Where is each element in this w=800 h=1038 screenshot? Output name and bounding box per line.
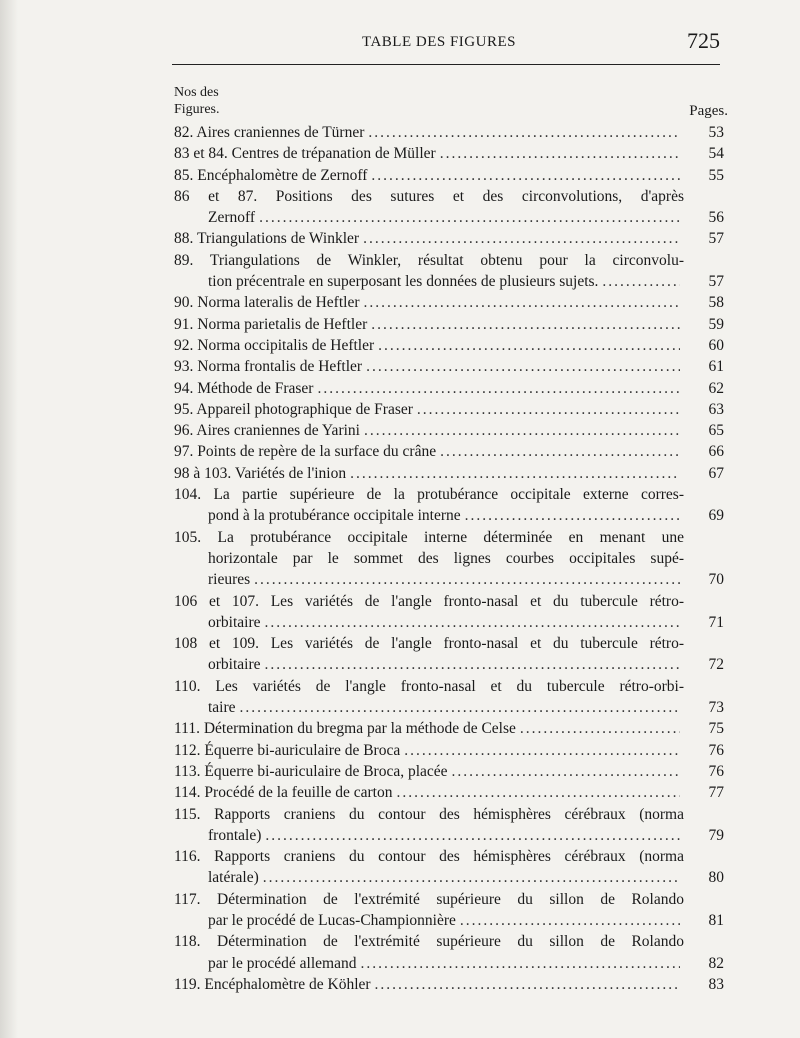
- page-ref: 56: [708, 209, 724, 227]
- entry-text: 118. Détermination de l'extrémité supérieure du sillon de Rolando: [174, 933, 684, 951]
- entry-text: 115. Rapports craniens du contour des hémisphères cérébraux (norma: [174, 805, 684, 823]
- entry-text: par le procédé de Lucas-Championnière: [208, 911, 456, 929]
- dot-leader: [368, 122, 680, 143]
- entry-text: taire: [208, 699, 236, 717]
- entry-line: [174, 591, 724, 612]
- page-ref: 77: [708, 784, 724, 802]
- figure-entry: [174, 356, 724, 377]
- entry-line: [174, 143, 724, 164]
- dot-leader: [371, 314, 680, 335]
- entry-text: 85. Encéphalomètre de Zernoff: [174, 166, 368, 184]
- page-ref: 61: [708, 358, 724, 376]
- page-ref: 83: [708, 975, 724, 993]
- figure-entry: [174, 718, 724, 739]
- dot-leader: [371, 165, 680, 186]
- dot-leader: [440, 143, 680, 164]
- entry-text: pond à la protubérance occipitale interne: [208, 507, 461, 525]
- figure-entry: [174, 974, 724, 995]
- running-title: TABLE DES FIGURES: [362, 34, 516, 50]
- dot-leader: [465, 505, 680, 526]
- entry-line: [174, 399, 724, 420]
- page-ref: 59: [708, 315, 724, 333]
- entry-line: [174, 505, 724, 526]
- entry-line: [174, 825, 724, 846]
- figure-entry: [174, 676, 724, 719]
- page-ref: 66: [708, 443, 724, 461]
- dot-leader: [452, 761, 680, 782]
- page-ref: 62: [708, 379, 724, 397]
- entry-text: 88. Triangulations de Winkler: [174, 230, 360, 248]
- page-ref: 81: [708, 911, 724, 929]
- dot-leader: [317, 378, 680, 399]
- entry-line: [174, 910, 724, 931]
- entry-line: [174, 228, 724, 249]
- entry-text: 114. Procédé de la feuille de carton: [174, 784, 393, 802]
- dot-leader: [363, 228, 680, 249]
- page-ref: 82: [708, 954, 724, 972]
- page-ref: 76: [708, 762, 724, 780]
- entry-text: rieures: [208, 571, 251, 589]
- entry-text: 94. Méthode de Fraser: [174, 379, 314, 397]
- entry-line: [174, 633, 724, 654]
- dot-leader: [396, 782, 680, 803]
- figure-entry: [174, 378, 724, 399]
- dot-leader: [602, 271, 680, 292]
- entry-line: [174, 676, 724, 697]
- dot-leader: [460, 910, 680, 931]
- column-header-line2: Figures.: [174, 102, 220, 117]
- entry-line: [174, 292, 724, 313]
- dot-leader: [366, 356, 680, 377]
- dot-leader: [350, 463, 680, 484]
- page-ref: 79: [708, 826, 724, 844]
- header-rule: [172, 64, 720, 65]
- running-header: [172, 28, 720, 58]
- page-ref: 73: [708, 699, 724, 717]
- entry-line: [174, 356, 724, 377]
- dot-leader: [265, 825, 680, 846]
- figure-entry: [174, 463, 724, 484]
- page-ref: 76: [708, 741, 724, 759]
- entry-line: [174, 569, 724, 590]
- entry-line: [174, 697, 724, 718]
- entry-line: [174, 718, 724, 739]
- entry-line: [174, 186, 724, 207]
- entry-line: [174, 378, 724, 399]
- entry-text: tion précentrale en superposant les données de plusieurs sujets.: [208, 273, 599, 291]
- entry-line: [174, 207, 724, 228]
- entry-text: 96. Aires craniennes de Yarini: [174, 422, 360, 440]
- entry-line: [174, 420, 724, 441]
- entry-line: [174, 441, 724, 462]
- entry-text: 97. Points de repère de la surface du crâne: [174, 443, 437, 461]
- entry-text: 104. La partie supérieure de la protubérance occipitale externe corres-: [174, 486, 684, 504]
- entry-line: [174, 335, 724, 356]
- entry-text: 93. Norma frontalis de Heftler: [174, 358, 363, 376]
- page-ref: 80: [708, 869, 724, 887]
- figure-entry: [174, 889, 724, 932]
- entry-line: [174, 867, 724, 888]
- entry-line: [174, 782, 724, 803]
- page-ref: 58: [708, 294, 724, 312]
- page-ref: 54: [708, 145, 724, 163]
- entry-text: orbitaire: [208, 613, 261, 631]
- figure-entry: [174, 846, 724, 889]
- figure-entry: [174, 931, 724, 974]
- page-ref: 65: [708, 422, 724, 440]
- entry-text: 106 et 107. Les variétés de l'angle fronto-nasal et du tubercule rétro-: [174, 592, 684, 610]
- dot-leader: [265, 612, 680, 633]
- figure-entry: [174, 441, 724, 462]
- dot-leader: [404, 740, 680, 761]
- entry-text: 82. Aires craniennes de Türner: [174, 124, 365, 141]
- page-ref: 71: [708, 613, 724, 631]
- entry-text: 91. Norma parietalis de Heftler: [174, 315, 368, 333]
- entry-text: latérale): [208, 869, 259, 887]
- dot-leader: [360, 953, 680, 974]
- entry-text: 108 et 109. Les variétés de l'angle fronto-nasal et du tubercule rétro-: [174, 635, 684, 653]
- entry-text: 95. Appareil photographique de Fraser: [174, 400, 413, 418]
- dot-leader: [240, 697, 680, 718]
- entry-text: 92. Norma occipitalis de Heftler: [174, 336, 375, 354]
- figure-number-column-header: [174, 84, 220, 118]
- entry-line: [174, 250, 724, 271]
- entry-line: [174, 484, 724, 505]
- entry-line: [174, 974, 724, 995]
- figure-entry: [174, 804, 724, 847]
- entry-text: par le procédé allemand: [208, 954, 357, 972]
- entry-line: [174, 314, 724, 335]
- figure-entry: [174, 314, 724, 335]
- figure-entry: [174, 399, 724, 420]
- entry-line: [174, 527, 724, 548]
- entry-text: 112. Équerre bi-auriculaire de Broca: [174, 741, 401, 759]
- entry-line: [174, 804, 724, 825]
- figure-list: [174, 122, 724, 995]
- entry-text: 89. Triangulations de Winkler, résultat obtenu pour la circonvolu-: [174, 251, 684, 269]
- entry-line: [174, 548, 724, 569]
- page-ref: 70: [708, 571, 724, 589]
- figure-entry: [174, 292, 724, 313]
- page-ref: 67: [708, 464, 724, 482]
- entry-line: [174, 761, 724, 782]
- page-ref: 69: [708, 507, 724, 525]
- figure-entry: [174, 591, 724, 634]
- page-ref: 53: [708, 124, 724, 141]
- entry-text: 113. Équerre bi-auriculaire de Broca, placée: [174, 762, 448, 780]
- page-ref: 72: [708, 656, 724, 674]
- entry-line: [174, 846, 724, 867]
- figure-entry: [174, 420, 724, 441]
- page-ref: 57: [708, 230, 724, 248]
- column-header-line1: Nos des: [174, 85, 219, 100]
- dot-leader: [375, 974, 680, 995]
- dot-leader: [417, 399, 680, 420]
- entry-line: [174, 931, 724, 952]
- figure-entry: [174, 165, 724, 186]
- entry-text: frontale): [208, 826, 262, 844]
- dot-leader: [259, 207, 680, 228]
- entry-text: 119. Encéphalomètre de Köhler: [174, 975, 371, 993]
- page-ref: 57: [708, 273, 724, 291]
- figure-entry: [174, 335, 724, 356]
- figure-entry: [174, 761, 724, 782]
- dot-leader: [378, 335, 680, 356]
- entry-text: 105. La protubérance occipitale interne déterminée en menant une: [174, 528, 684, 546]
- entry-text: 110. Les variétés de l'angle fronto-nasal et du tubercule rétro-orbi-: [174, 677, 684, 695]
- entry-text: 117. Détermination de l'extrémité supérieure du sillon de Rolando: [174, 890, 684, 908]
- entry-line: [174, 612, 724, 633]
- page-ref: 75: [708, 720, 724, 738]
- entry-text: 116. Rapports craniens du contour des hémisphères cérébraux (norma: [174, 848, 684, 866]
- entry-line: [174, 740, 724, 761]
- figure-entry: [174, 228, 724, 249]
- entry-line: [174, 165, 724, 186]
- figure-entry: [174, 484, 724, 527]
- entry-text: orbitaire: [208, 656, 261, 674]
- page-ref: 55: [708, 166, 724, 184]
- figure-entry: [174, 782, 724, 803]
- entry-line: [174, 122, 724, 143]
- dot-leader: [265, 654, 680, 675]
- figure-entry: [174, 186, 724, 229]
- figure-entry: [174, 740, 724, 761]
- page-ref: 60: [708, 336, 724, 354]
- pages-column-header: Pages.: [689, 103, 728, 119]
- entry-text: Zernoff: [208, 209, 256, 227]
- dot-leader: [364, 420, 680, 441]
- entry-text: horizontale par le sommet des lignes courbes occipitales supé-: [208, 549, 684, 567]
- entry-line: [174, 463, 724, 484]
- entry-line: [174, 271, 724, 292]
- entry-text: 111. Détermination du bregma par la méthode de Celse: [174, 720, 516, 738]
- dot-leader: [364, 292, 681, 313]
- dot-leader: [520, 718, 680, 739]
- figure-entry: [174, 527, 724, 591]
- dot-leader: [263, 867, 680, 888]
- page-edge-shadow: [0, 0, 18, 1038]
- figure-entry: [174, 122, 724, 143]
- dot-leader: [440, 441, 680, 462]
- dot-leader: [254, 569, 680, 590]
- figure-entry: [174, 633, 724, 676]
- entry-text: 83 et 84. Centres de trépanation de Müller: [174, 145, 436, 163]
- entry-line: [174, 889, 724, 910]
- entry-text: 86 et 87. Positions des sutures et des circonvolutions, d'après: [174, 187, 684, 205]
- figure-entry: [174, 143, 724, 164]
- page-number: 725: [687, 28, 720, 53]
- entry-text: 90. Norma lateralis de Heftler: [174, 294, 360, 312]
- entry-line: [174, 953, 724, 974]
- page-ref: 63: [708, 400, 724, 418]
- entry-line: [174, 654, 724, 675]
- figure-entry: [174, 250, 724, 293]
- entry-text: 98 à 103. Variétés de l'inion: [174, 464, 347, 482]
